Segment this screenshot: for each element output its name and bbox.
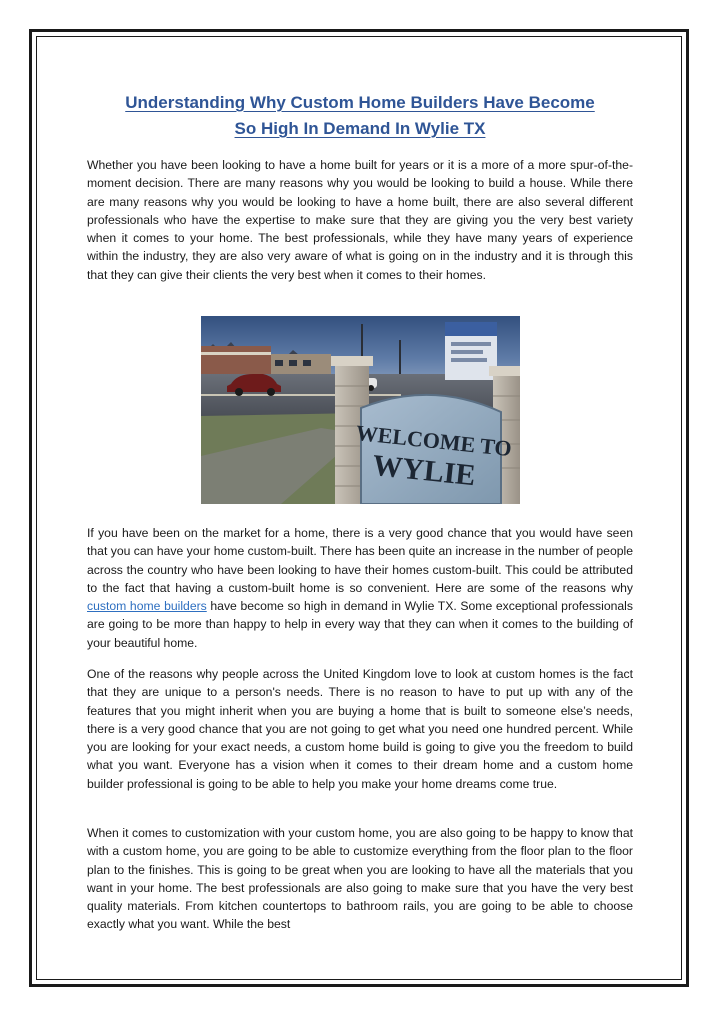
photo-illustration [201,316,520,504]
title-line-2: So High In Demand In Wylie TX [234,119,486,138]
paragraph-3: One of the reasons why people across the United Kingdom love to look at custom homes is the fact that they are unique to a person's needs. There is no reason to have to put up with any of the features that you might inherit when you are buying a home that is built to someone else’s needs, there is a very good chance that you are not going to get what you need one hundred percent. While you are looking for your exact needs, a custom home build is going to give you the freedom to build what you want. Everyone has a vision when it comes to their dream home and a custom home builder professional is going to be able to help you make your home dreams come true. [87,667,633,791]
paragraph-4: When it comes to customization with your custom home, you are also going to be happy to know that with a custom home, you are going to be able to customize everything from the floor plan to the floor plan to the finishes. This is going to be great when you are looking to have all the materials that you want in your home. The best professionals are also going to make sure that you have the very best quality materials. From kitchen countertops to bathroom rails, you are going to be able to choose exactly what you want. While the best [87,826,633,932]
paragraph-2 [87,524,633,652]
welcome-to-wylie-photo [201,316,520,504]
document-title [60,90,660,142]
paragraph-2-text-before: If you have been on the market for a home, there is a very good chance that you would have seen that you can have your home custom-built. There has been quite an increase in the number of people across the country who have been looking to have their homes custom-built. This could be attributed to the fact that having a custom-built home is so convenient. Here are some of the reasons why [87,526,633,595]
title-line-1: Understanding Why Custom Home Builders Have Become [125,93,595,112]
sign-line-1: WELCOME TO [354,419,513,462]
custom-home-builders-link[interactable]: custom home builders [87,599,207,614]
paragraph-2-text-after: have become so high in demand in Wylie TX. Some exceptional professionals are going to be more than happy to help in every way that they can when it comes to the building of your beautiful home. [87,599,633,650]
building-left [201,346,271,374]
sign-line-2: WYLIE [370,448,478,493]
paragraph-1: Whether you have been looking to have a home built for years or it is a more of a more spur-of-the-moment decision. There are many reasons why you would be looking to build a house. While there are many reasons why you would be looking to have a home built, there are also several different professionals who have the expertise to make sure that they are giving you the very best variety when it comes to your home. The best professionals, while they have many years of experience within the industry, they are also very aware of what is going on in the industry and it is through this that they can give their clients the very best when it comes to their homes. [87,158,633,282]
